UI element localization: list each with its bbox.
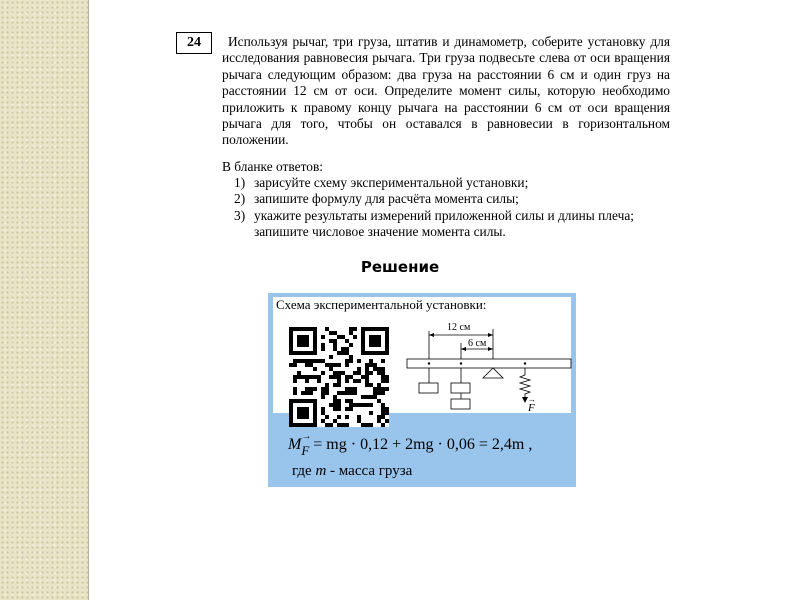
formula-subscript: F [301,443,310,458]
decorative-side-strip [0,0,88,600]
fulcrum [483,368,503,378]
answer-item [234,175,674,191]
answer-item [234,191,674,207]
task-text: Используя рычаг, три груза, штатив и динамометр, соберите установку для исследования равновесия рычага. Три груза подвесьте слева от оси вращения рычага следующим образом: два груза на расстоянии 6 см и один груз на расстоянии 12 см от оси. Определите момент силы, которую необходимо приложить к правому концу рычага на расстоянии 6 см от оси вращения рычага для того, чтобы он оставался в равновесии в горизонтальном положении. [222,34,670,148]
answer-form-header: В бланке ответов: [222,159,323,174]
arrow-head [461,347,466,351]
answer-list [234,175,674,241]
arrow-head [488,333,493,337]
qr-code-icon [289,327,389,427]
answer-item-text: укажите результаты измерений приложенной силы и длины плеча; запишите числовое значение момента силы. [254,207,634,240]
answer-item-number: 3) [234,207,246,223]
answer-item [234,208,674,241]
scheme-area [273,297,571,413]
lever-diagram [401,311,573,411]
arrow-head [429,333,434,337]
weight [451,399,470,409]
weight [419,383,438,393]
answer-item-text: зарисуйте схему экспериментальной установки; [254,175,529,190]
scheme-caption: Схема экспериментальной установки: [276,297,487,312]
formula-symbol: M [288,436,302,453]
hook-point [524,362,526,364]
where-text: - масса груза [330,463,413,479]
side-strip-border [88,0,89,600]
formula-vector-arrow: → [301,431,312,442]
solution-panel [268,293,576,487]
task-number: 24 [176,32,212,54]
answer-item-text: запишите формулу для расчёта момента силы; [254,191,519,207]
answer-item-number: 1) [234,175,246,190]
force-vector-arrow: → [528,395,536,404]
force-label: F [528,402,535,411]
lever-bar [407,359,571,368]
label-12cm: 12 см [447,322,471,333]
moment-formula [288,431,533,458]
arrow-head [488,347,493,351]
formula-rhs: = mg · 0,12 + 2mg · 0,06 = 2,4m , [313,436,533,453]
hook-point [428,362,430,364]
where-word: где [292,463,312,479]
solution-title: Решение [360,258,440,276]
formula-subscript-wrap [301,431,312,458]
where-variable: m [315,463,327,479]
answer-item-number: 2) [234,191,246,207]
label-6cm: 6 см [468,338,487,349]
where-line [292,463,412,480]
hook-point [460,362,462,364]
weight [451,383,470,393]
